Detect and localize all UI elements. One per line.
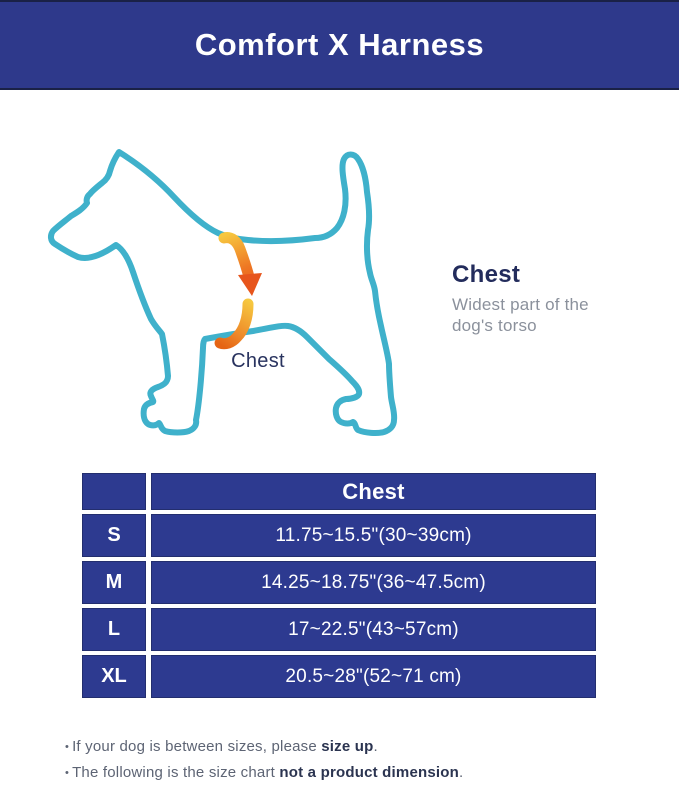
bullet-icon: • xyxy=(65,741,70,753)
note-bold: not a product dimension xyxy=(279,764,459,781)
sizing-notes xyxy=(65,739,625,786)
measuring-arrowhead-icon xyxy=(238,273,262,296)
chest-callout xyxy=(452,261,652,336)
note-text xyxy=(72,765,463,781)
note-text xyxy=(72,739,378,755)
sizing-note xyxy=(65,739,625,755)
chest-value-cell: 14.25~18.75"(36~47.5cm) xyxy=(151,561,596,604)
size-chart-table xyxy=(82,473,596,698)
chest-value-cell: 20.5~28"(52~71 cm) xyxy=(151,655,596,698)
measuring-band-upper xyxy=(224,238,249,277)
note-prefix: The following is the size chart xyxy=(72,764,280,781)
size-label-cell: L xyxy=(82,608,146,651)
header-bar xyxy=(0,0,679,90)
dog-outline xyxy=(51,152,394,433)
chest-callout-line1: Widest part of the xyxy=(452,295,589,314)
dog-outline-illustration xyxy=(40,133,440,453)
chest-callout-title: Chest xyxy=(452,261,521,288)
bullet-icon: • xyxy=(65,767,70,779)
dog-chest-annotation: Chest xyxy=(231,350,285,372)
sizing-note xyxy=(65,765,625,781)
chest-callout-description xyxy=(452,294,652,336)
chest-callout-line2: dog's torso xyxy=(452,316,537,335)
note-bold: size up xyxy=(321,738,374,755)
note-suffix: . xyxy=(373,738,378,755)
table-corner-cell xyxy=(82,473,146,510)
size-label-cell: S xyxy=(82,514,146,557)
size-label-cell: M xyxy=(82,561,146,604)
note-suffix: . xyxy=(459,764,464,781)
column-header-chest: Chest xyxy=(151,473,596,510)
page-title: Comfort X Harness xyxy=(194,27,485,62)
chest-value-cell: 17~22.5"(43~57cm) xyxy=(151,608,596,651)
size-label-cell: XL xyxy=(82,655,146,698)
chest-value-cell: 11.75~15.5"(30~39cm) xyxy=(151,514,596,557)
note-prefix: If your dog is between sizes, please xyxy=(72,738,322,755)
